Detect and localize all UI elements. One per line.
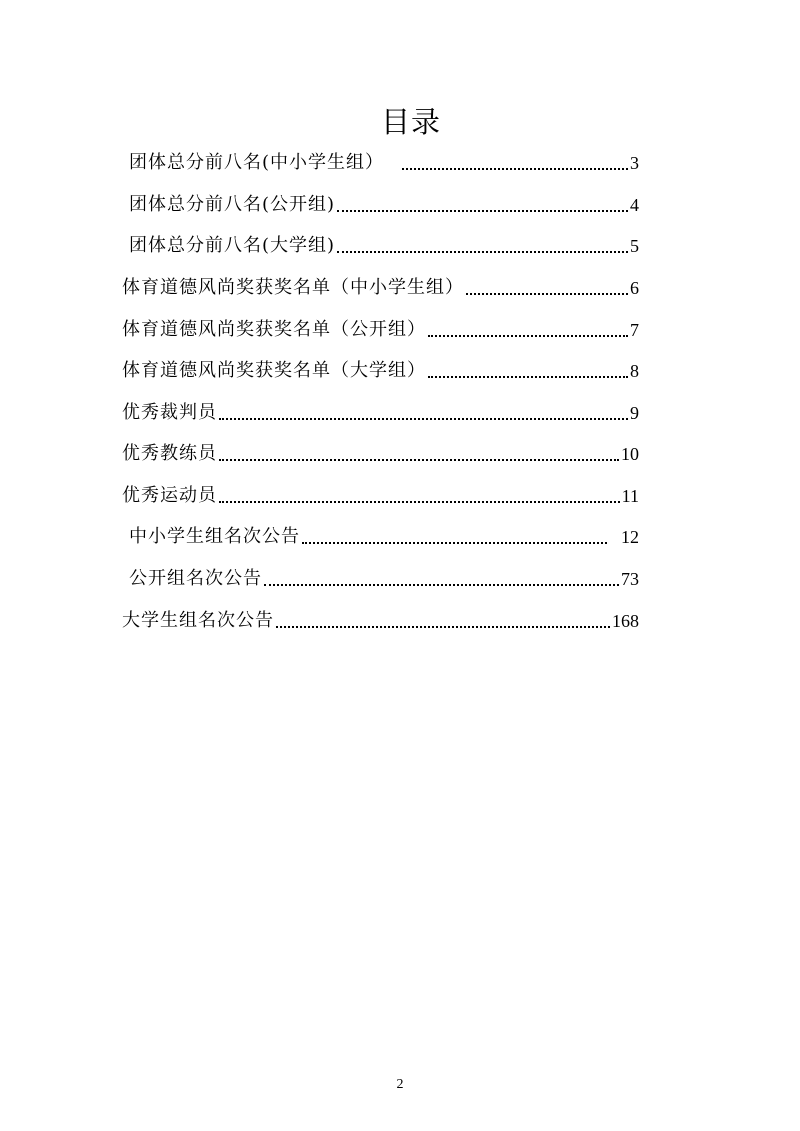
toc-entry[interactable] — [122, 357, 639, 383]
toc-entry[interactable] — [129, 523, 639, 549]
toc-entry[interactable] — [129, 149, 639, 175]
toc-leader-dots — [402, 168, 628, 170]
toc-leader-dots — [337, 210, 628, 212]
toc-entry-label: 团体总分前八名(公开组) — [129, 194, 336, 215]
toc-entry[interactable] — [122, 482, 639, 508]
toc-leader-dots — [337, 251, 628, 253]
toc-leader-dots — [428, 376, 628, 378]
toc-entry[interactable] — [129, 565, 639, 591]
toc-entry[interactable] — [122, 316, 639, 342]
toc-entry-label: 中小学生组名次公告 — [129, 526, 300, 547]
toc-entry-label: 团体总分前八名(中小学生组） — [129, 152, 385, 173]
toc-entry-page: 4 — [630, 195, 639, 215]
toc-leader-dots — [466, 293, 628, 295]
toc-entry-label: 团体总分前八名(大学组) — [129, 235, 336, 256]
toc-leader-dots — [428, 335, 628, 337]
toc-entry-page: 9 — [630, 403, 639, 423]
toc-entry-label: 优秀教练员 — [122, 443, 217, 464]
toc-entry-page: 73 — [621, 569, 639, 589]
toc-leader-dots — [276, 626, 610, 628]
toc-entry-page: 8 — [630, 361, 639, 381]
toc-entry-label: 优秀运动员 — [122, 485, 217, 506]
page-title: 目录 — [380, 105, 441, 139]
toc-leader-dots — [302, 542, 607, 544]
toc-entry-label: 公开组名次公告 — [129, 568, 262, 589]
toc-entry-page: 168 — [612, 611, 639, 631]
toc-leader-dots — [264, 584, 619, 586]
toc-leader-dots — [219, 459, 619, 461]
toc-entry[interactable] — [122, 399, 639, 425]
toc-leader-dots — [219, 501, 620, 503]
toc-entry-label: 体育道德风尚奖获奖名单（公开组） — [122, 319, 426, 340]
toc-entry-page: 7 — [630, 320, 639, 340]
toc-entry[interactable] — [122, 274, 639, 300]
toc-leader-dots — [219, 418, 628, 420]
toc-entry-label: 体育道德风尚奖获奖名单（中小学生组） — [122, 277, 464, 298]
toc-entry-label: 体育道德风尚奖获奖名单（大学组） — [122, 360, 426, 381]
toc-entry-page: 10 — [621, 444, 639, 464]
toc-entry-page: 11 — [621, 486, 639, 506]
footer-page-number: 2 — [396, 1077, 404, 1092]
toc-entry[interactable] — [122, 440, 639, 466]
toc-entry-page: 3 — [630, 153, 639, 173]
toc-entry-page: 12 — [621, 527, 639, 547]
toc-entry-page: 5 — [630, 236, 639, 256]
toc-entry[interactable] — [129, 191, 639, 217]
toc-entry[interactable] — [129, 232, 639, 258]
toc-entry-label: 优秀裁判员 — [122, 402, 217, 423]
toc-entry-label: 大学生组名次公告 — [122, 610, 274, 631]
toc-entry[interactable] — [122, 607, 639, 633]
toc-entry-page: 6 — [630, 278, 639, 298]
